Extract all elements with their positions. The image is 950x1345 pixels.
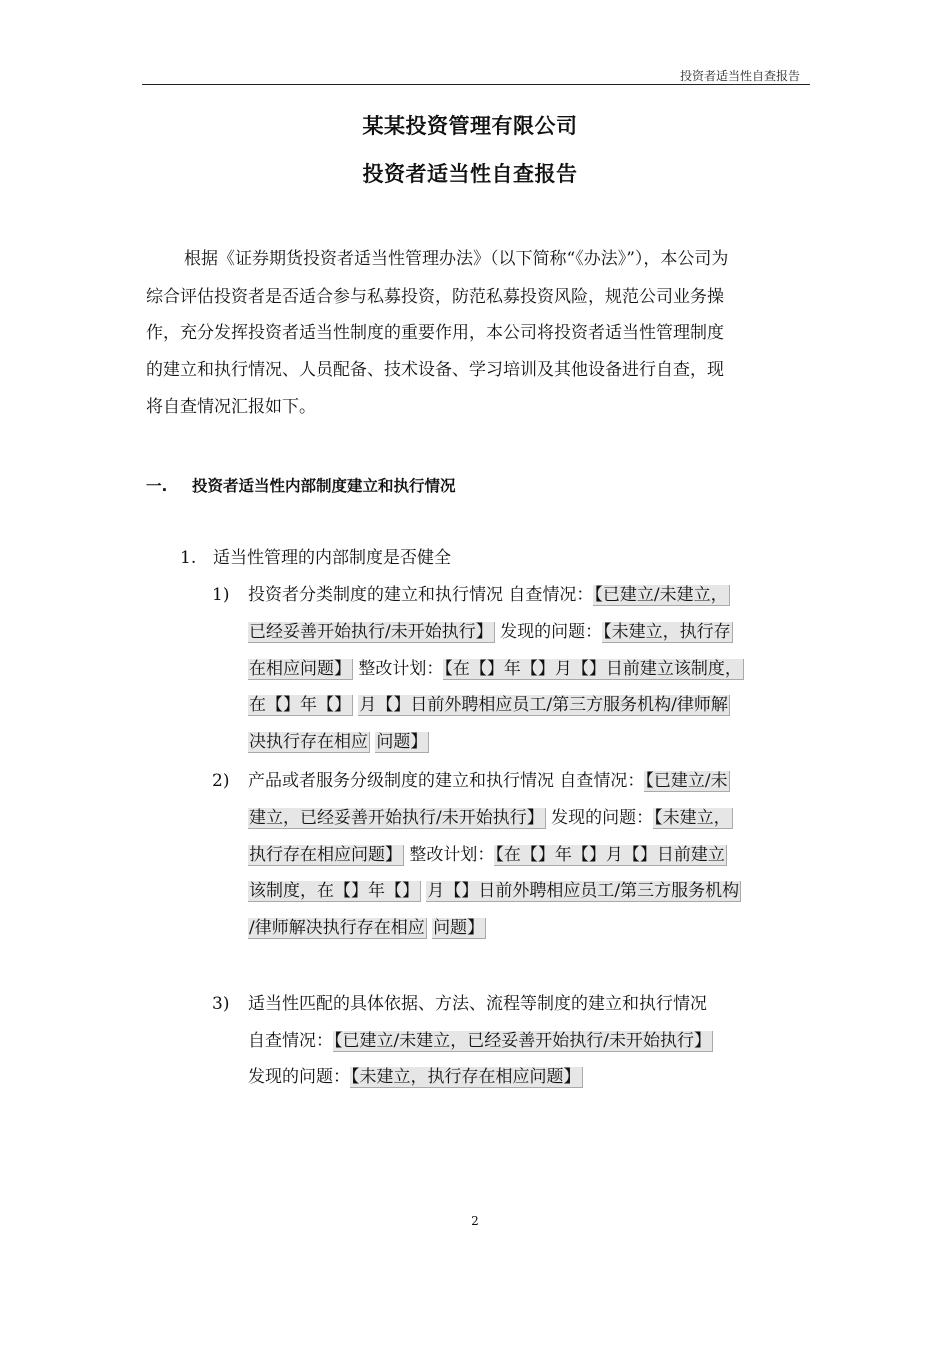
form-field: 【未建立，执行存 <box>603 622 731 642</box>
subitem-number: 3) <box>212 994 230 1014</box>
company-title: 某某投资管理有限公司 <box>362 114 578 138</box>
form-field: 问题】 <box>433 918 485 938</box>
form-field: 该制度，在【】年【】 <box>249 881 419 901</box>
subitem-line <box>248 842 727 868</box>
form-field: 【已建立/未 <box>645 771 728 791</box>
form-field: 【在【】年【】月【】日前建立该制度， <box>444 659 742 679</box>
form-field: 在相应问题】 <box>249 659 351 679</box>
intro-line: 的建立和执行情况、人员配备、技术设备、学习培训及其他设备进行自查，现 <box>146 360 724 380</box>
text: 发现的问题： <box>248 1067 350 1087</box>
section-number: 一. <box>146 477 168 495</box>
item-label: 适当性管理的内部制度是否健全 <box>213 548 451 568</box>
text: 整改计划： <box>404 845 495 865</box>
form-field: 已经妥善开始执行/未开始执行】 <box>249 622 493 642</box>
report-title: 投资者适当性自查报告 <box>362 162 578 186</box>
form-field: 【在【】年【】月【】日前建立 <box>495 845 725 865</box>
subitem-line <box>248 1064 583 1090</box>
subitem-line: 适当性匹配的具体依据、方法、流程等制度的建立和执行情况 <box>248 994 707 1014</box>
section-heading <box>146 474 456 496</box>
form-field: 建立，已经妥善开始执行/未开始执行】 <box>249 808 544 828</box>
subitem-number: 1) <box>212 585 230 605</box>
subitem-line <box>248 692 730 718</box>
running-header-title: 投资者适当性自查报告 <box>679 69 800 83</box>
subitem-line <box>248 768 730 794</box>
form-field: 【未建立， <box>654 808 731 828</box>
subitem-line <box>248 656 744 682</box>
subitem-line <box>248 805 733 831</box>
form-field: 问题】 <box>376 732 428 752</box>
form-field: 月【】日前外聘相应员工/第三方服务机构 <box>427 881 740 901</box>
subitem-line <box>248 729 429 755</box>
subitem-line <box>248 915 486 941</box>
form-field: 【已建立/未建立， <box>594 585 728 605</box>
section-title: 投资者适当性内部制度建立和执行情况 <box>192 477 456 495</box>
running-header <box>142 62 810 85</box>
form-field: /律师解决执行存在相应 <box>249 918 425 938</box>
text: 产品或者服务分级制度的建立和执行情况 自查情况： <box>248 771 645 791</box>
form-field: 月【】日前外聘相应员工/第三方服务机构/律师解 <box>359 695 728 715</box>
text: 发现的问题： <box>494 622 603 642</box>
form-field: 决执行存在相应 <box>249 732 368 752</box>
subitem-line <box>248 619 733 645</box>
form-field: 【已建立/未建立，已经妥善开始执行/未开始执行】 <box>334 1031 711 1051</box>
intro-line: 作，充分发挥投资者适当性制度的重要作用，本公司将投资者适当性管理制度 <box>146 323 724 343</box>
text: 投资者分类制度的建立和执行情况 自查情况： <box>248 585 594 605</box>
subitem-line <box>248 582 730 608</box>
form-field: 执行存在相应问题】 <box>249 845 402 865</box>
form-field: 在【】年【】 <box>249 695 351 715</box>
page-number: 2 <box>471 1214 479 1228</box>
subitem-line <box>248 1028 713 1054</box>
intro-line: 综合评估投资者是否适合参与私募投资，防范私募投资风险，规范公司业务操 <box>146 287 724 307</box>
text: 自查情况： <box>248 1031 333 1051</box>
text: 发现的问题： <box>545 808 654 828</box>
subitem-number: 2) <box>212 771 230 791</box>
intro-line: 根据《证券期货投资者适当性管理办法》（以下简称“《办法》”），本公司为 <box>184 249 729 269</box>
form-field: 【未建立，执行存在相应问题】 <box>351 1067 581 1087</box>
subitem-line <box>248 878 741 904</box>
item-number: 1. <box>180 548 197 568</box>
intro-line: 将自查情况汇报如下。 <box>146 397 316 417</box>
text: 整改计划： <box>353 659 444 679</box>
